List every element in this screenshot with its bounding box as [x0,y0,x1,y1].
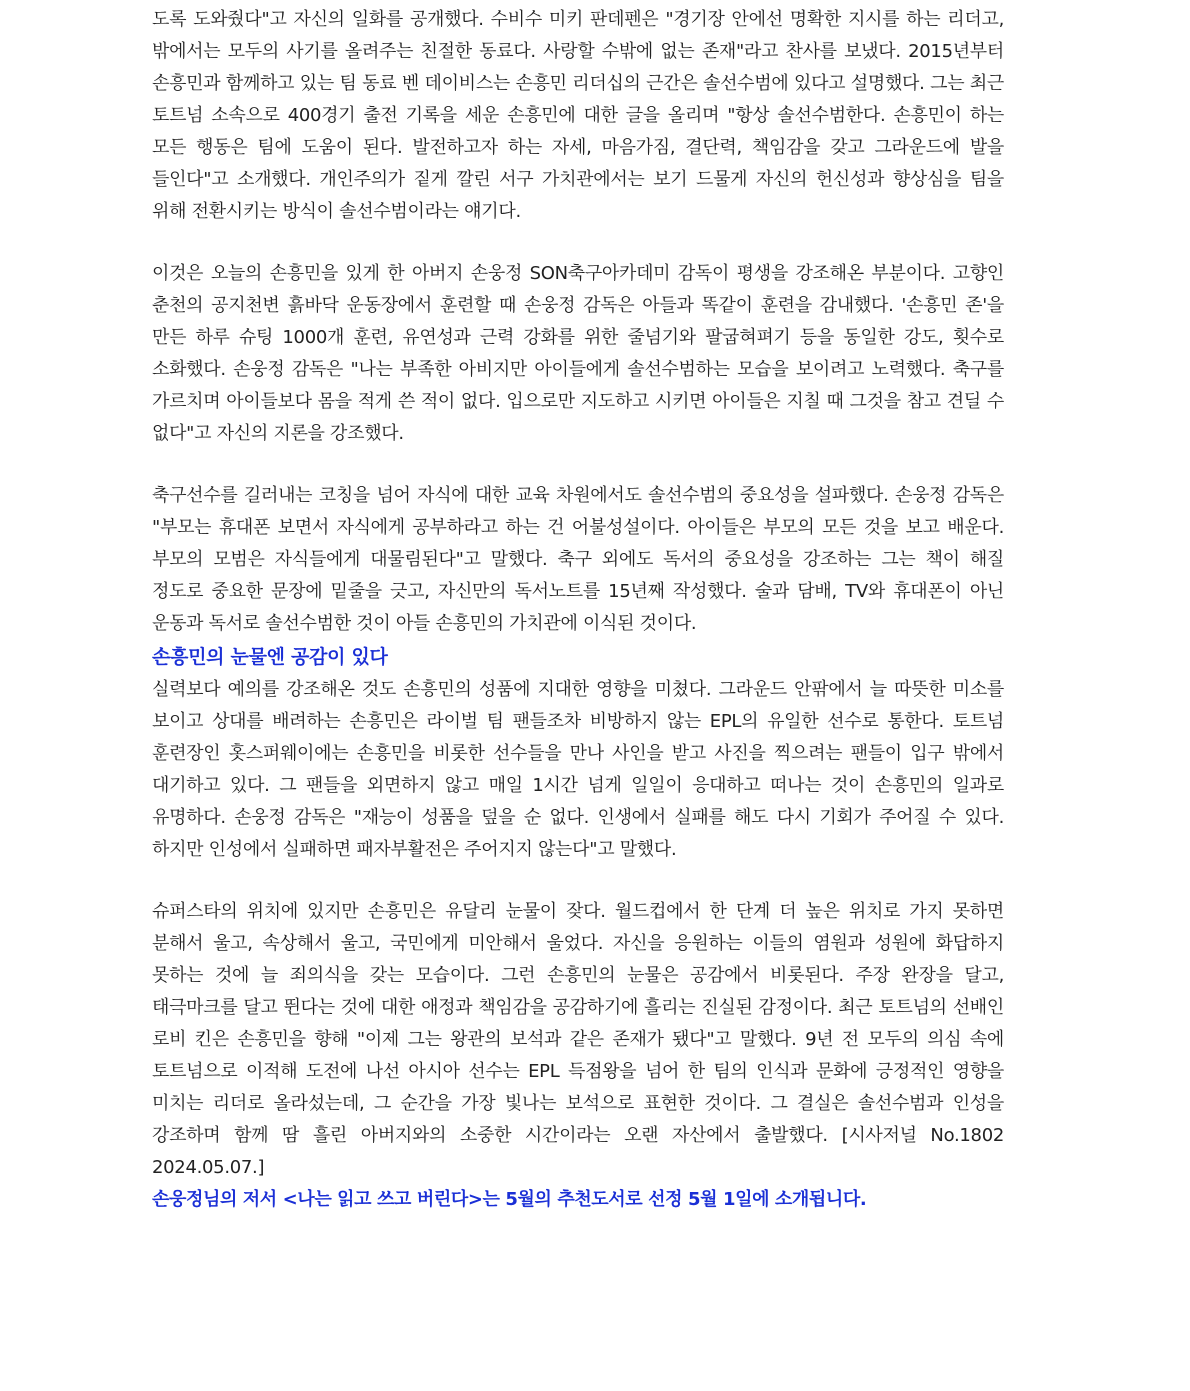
article-paragraph: 슈퍼스타의 위치에 있지만 손흥민은 유달리 눈물이 잦다. 월드컵에서 한 단계 더 높은 위치로 가지 못하면 분해서 울고, 속상해서 울고, 국민에게 미안해서 울었다. 자신을 응원하는 이들의 염원과 성원에 화답하지 못하는 것에 늘 죄의식을 갖는 모습이다. 그런 손흥민의 눈물은 공감에서 비롯된다. 주장 완장을 달고, 태극마크를 달고 뛴다는 것에 대한 애정과 책임감을 공감하기에 흘리는 진실된 감정이다. 최근 토트넘의 선배인 로비 킨은 손흥민을 향해 "이제 그는 왕관의 보석과 같은 존재가 됐다"고 말했다. 9년 전 모두의 의심 속에 토트넘으로 이적해 도전에 나선 아시아 선수는 EPL 득점왕을 넘어 한 팀의 인식과 문화에 긍정적인 영향을 미치는 리더로 올라섰는데, 그 순간을 가장 빛나는 보석으로 표현한 것이다. 그 결실은 솔선수범과 인성을 강조하며 함께 땀 흘린 아버지와의 소중한 시간이라는 오랜 자산에서 출발했다. [시사저널 No.1802 2024.05.07.] [152,901,1004,1178]
article-paragraph: 실력보다 예의를 강조해온 것도 손흥민의 성품에 지대한 영향을 미쳤다. 그라운드 안팎에서 늘 따뜻한 미소를 보이고 상대를 배려하는 손흥민은 라이벌 팀 팬들조차 비방하지 않는 EPL의 유일한 선수로 통한다. 토트넘 훈련장인 홋스퍼웨이에는 손흥민을 비롯한 선수들을 만나 사인을 받고 사진을 찍으려는 팬들이 입구 밖에서 대기하고 있다. 그 팬들을 외면하지 않고 매일 1시간 넘게 일일이 응대하고 떠나는 것이 손흥민의 일과로 유명하다. 손웅정 감독은 "재능이 성품을 덮을 순 없다. 인생에서 실패를 해도 다시 기회가 주어질 수 있다. 하지만 인성에서 실패하면 패자부활전은 주어지지 않는다"고 말했다. [152,679,1004,860]
article-paragraph: 축구선수를 길러내는 코칭을 넘어 자식에 대한 교육 차원에서도 솔선수범의 중요성을 설파했다. 손웅정 감독은 "부모는 휴대폰 보면서 자식에게 공부하라고 하는 건 어불성설이다. 아이들은 부모의 모든 것을 보고 배운다. 부모의 모범은 자식들에게 대물림된다"고 말했다. 축구 외에도 독서의 중요성을 강조하는 그는 책이 해질 정도로 중요한 문장에 밑줄을 긋고, 자신만의 독서노트를 15년째 작성했다. 술과 담배, TV와 휴대폰이 아닌 운동과 독서로 솔선수범한 것이 아들 손흥민의 가치관에 이식된 것이다. [152,485,1004,634]
article-paragraph: 도록 도와줬다"고 자신의 일화를 공개했다. 수비수 미키 판데펜은 "경기장 안에선 명확한 지시를 하는 리더고, 밖에서는 모두의 사기를 올려주는 친절한 동료다. 사랑할 수밖에 없는 존재"라고 찬사를 보냈다. 2015년부터 손흥민과 함께하고 있는 팀 동료 벤 데이비스는 손흥민 리더십의 근간은 솔선수범에 있다고 설명했다. 그는 최근 토트넘 소속으로 400경기 출전 기록을 세운 손흥민에 대한 글을 올리며 "항상 솔선수범한다. 손흥민이 하는 모든 행동은 팀에 도움이 된다. 발전하고자 하는 자세, 마음가짐, 결단력, 책임감을 갖고 그라운드에 발을 들인다"고 소개했다. 개인주의가 짙게 깔린 서구 가치관에서는 보기 드물게 자신의 헌신성과 향상심을 팀을 위해 전환시키는 방식이 솔선수범이라는 얘기다. [152,9,1004,222]
book-recommendation-notice: 손웅정님의 저서 <나는 읽고 쓰고 버린다>는 5월의 추천도서로 선정 5월 1일에 소개됩니다. [152,1189,867,1210]
article-body [152,4,1004,1216]
section-heading: 손흥민의 눈물엔 공감이 있다 [152,646,388,668]
article-paragraph: 이것은 오늘의 손흥민을 있게 한 아버지 손웅정 SON축구아카데미 감독이 평생을 강조해온 부분이다. 고향인 춘천의 공지천변 흙바닥 운동장에서 훈련할 때 손웅정 감독은 아들과 똑같이 훈련을 감내했다. '손흥민 존'을 만든 하루 슈팅 1000개 훈련, 유연성과 근력 강화를 위한 줄넘기와 팔굽혀펴기 등을 동일한 강도, 횟수로 소화했다. 손웅정 감독은 "나는 부족한 아비지만 아이들에게 솔선수범하는 모습을 보이려고 노력했다. 축구를 가르치며 아이들보다 몸을 적게 쓴 적이 없다. 입으로만 지도하고 시키면 아이들은 지칠 때 그것을 참고 견딜 수 없다"고 자신의 지론을 강조했다. [152,263,1004,444]
